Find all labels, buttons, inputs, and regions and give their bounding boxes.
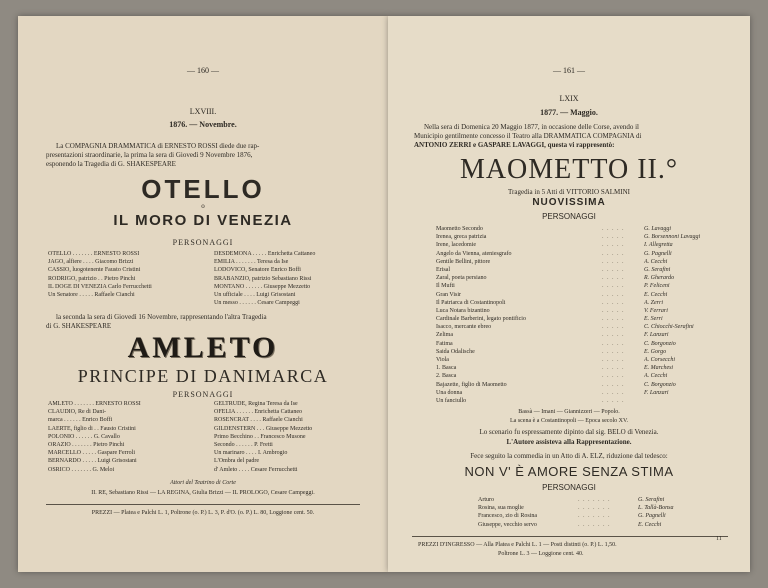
prologue-cast: II. RE, Sebastiano Rissi — LA REGINA, Giulia Brizzi — IL PROLOGO, Cesare Campeggi. <box>91 490 315 496</box>
cast-actors <box>644 225 744 405</box>
play-title-amleto: AMLETO <box>127 331 279 364</box>
cast-role: Rosina, sua moglie <box>478 505 524 512</box>
cast-entry: d' Amleto . . . . Cesare Ferrucchetti <box>214 466 298 473</box>
cast-actor: A. Zerri <box>644 299 664 306</box>
cast-actor: A. Cecchi <box>644 258 668 265</box>
scene-line: La scena è a Costantinopoli — Epoca secolo XV. <box>509 418 629 424</box>
cast-actor: V. Ferrari <box>644 307 668 314</box>
cast-entry: marca . . . . . . Enrico Boffi <box>48 417 113 424</box>
cast-role: Luca Notara bizantino <box>436 307 490 314</box>
cast-actor: P. Feliceni <box>644 283 670 290</box>
cast-list-left <box>48 400 198 474</box>
cast-leaders: . . . . . . . . . . . . . . . . . . . . . . . . . . . . <box>578 497 611 528</box>
cast-entry: EMILIA . . . . . . . Teresa da Ise <box>214 259 289 266</box>
personaggi-heading: PERSONAGGI <box>172 390 234 399</box>
cast-actor: A. Cecchi <box>644 373 668 380</box>
cast-entry: OTELLO . . . . . . . ERNESTO ROSSI <box>48 251 140 257</box>
divider <box>46 504 360 505</box>
cast-actor: E. Cecchi <box>644 291 668 298</box>
cast-entry: GILDENSTERN . . . Giuseppe Mezzetto <box>214 425 313 432</box>
cast-entry: ORAZIO . . . . . . . Pietro Pinchi <box>48 441 125 448</box>
cast-actor: E. Cecchi <box>638 521 662 528</box>
cast-entry: LAERTE, figlio di . . Fausto Cristini <box>48 425 136 432</box>
cast-list-left <box>48 250 198 299</box>
intro-line: Municipio gentilmente concesso il Teatro alla DRAMMATICA COMPAGNIA di <box>414 132 642 140</box>
cast-entry: RODRIGO, patrizio . . Pietro Pinchi <box>48 275 136 282</box>
cast-role: 1. Basca <box>436 365 457 372</box>
cast-entry: Un messo . . . . . . Cesare Campeggi <box>214 300 300 307</box>
cast-role: Francesco, zio di Rosina <box>478 513 537 520</box>
play-title-maometto: MAOMETTO II.° <box>459 154 679 185</box>
cast-role: Bajazette, figlio di Maometto <box>436 381 507 388</box>
cast-actor: G. Serafini <box>638 497 665 503</box>
cast-entry: IL DOGE DI VENEZIA Carlo Ferrucchetti <box>48 283 152 290</box>
cast-entry: BRABANZIO, patrizio Sebastiano Rissi <box>214 275 312 282</box>
cast-entry: AMLETO . . . . . . . ERNESTO ROSSI <box>48 401 141 407</box>
comedy-title: NON V' È AMORE SENZA STIMA <box>464 464 674 479</box>
page-number: — 160 — <box>187 66 219 75</box>
cast-actor: G. Borsennoni Lavaggi <box>644 234 701 241</box>
cast-actor: E. Serri <box>644 316 663 323</box>
section-date: 1876. — Novembre. <box>169 120 237 129</box>
cast-leaders: . . . . . . . . . . . . . . . . . . . . . . . . . . . . . . . . . . . . . . . . . . . . . . . . . . . . . . . . . . . . . . . . . . . . . . . . . . . . . . . . . . . . . . . . . . . . . . . . . . . . . . . . . . . . . . <box>602 226 625 404</box>
cast-entry: JAGO, alfiere . . . . Giacomo Brizzi <box>48 259 134 266</box>
followed-note: Fece seguito la commedia in un Atto di A. ELZ, riduzione dal tedesco: <box>470 452 668 460</box>
cast-list-right <box>214 400 374 474</box>
intro-line: Nella sera di Domenica 20 Maggio 1877, in occasione delle Corse, avendo il <box>424 123 639 131</box>
cast-role: Isacco, mercante ebreo <box>436 324 492 331</box>
play-title-otello: OTELLO <box>141 174 265 204</box>
page-number: — 161 — <box>553 66 585 75</box>
cast-actor: A. Corsecchi <box>644 357 675 363</box>
cast-role: Maometto Secondo <box>436 226 483 232</box>
intro-line: La COMPAGNIA DRAMMATICA di ERNESTO ROSSI diede due rap- <box>56 142 260 150</box>
cast-actor: G. Serafini <box>644 266 671 273</box>
cast-actor: C. Chiocchi-Serafini <box>644 324 694 331</box>
cast-actor: I. Allegretta <box>644 242 673 249</box>
play-subtitle: PRINCIPE DI DANIMARCA <box>77 366 329 386</box>
play-title-conjunction: o <box>201 202 205 210</box>
cast-actor: F. Lanzari <box>644 389 669 396</box>
actors-note: Attori del Teatrino di Corte <box>170 480 236 486</box>
cast-entry: Un ufficiale . . . . Luigi Grisostani <box>214 291 296 298</box>
cast-role: Zelima <box>436 332 453 339</box>
section-date: 1877. — Maggio. <box>540 108 598 117</box>
second-night-line: la seconda la sera di Giovedì 16 Novembre, rappresentando l'altra Tragedia <box>56 313 267 321</box>
personaggi-heading: PERSONAGGI <box>542 212 596 221</box>
cast-actor: E. Gorgo <box>644 348 667 355</box>
play-subtitle: Tragedia in 5 Atti di VITTORIO SALMINI <box>508 188 630 196</box>
cast-entry: ROSENCRAT . . . . Raffaele Cianchi <box>214 417 303 424</box>
cast-entry: DESDEMONA . . . . . Enrichetta Cattaneo <box>214 251 316 257</box>
cast-role: Una donna <box>436 389 463 396</box>
cast-role: Arturo <box>478 497 494 503</box>
cast-entry: CLAUDIO, Re di Dani- <box>48 409 106 416</box>
second-night-line: di G. SHAKESPEARE <box>46 322 112 330</box>
crowd-line: Bassà — Imani — Giannizzeri — Popolo. <box>518 409 620 415</box>
cast-entry: MARCELLO . . . . . Gaspare Ferroli <box>48 450 135 457</box>
cast-actor: R. Gherardo <box>644 275 675 282</box>
cast-entry: POLONIO . . . . . . G. Cavallo <box>48 433 120 440</box>
cast-actor: G. Lavaggi <box>644 226 671 232</box>
cast-entry: BERNARDO . . . . . Luigi Grisostani <box>48 458 137 465</box>
cast-actor: G. Pagnelli <box>638 513 666 520</box>
cast-entry: GELTRUDE, Regina Teresa da Ise <box>214 401 298 407</box>
cast-entry: LODOVICO, Senatore Enrico Boffi <box>214 267 301 274</box>
cast-actor: F. Lanzari <box>644 332 669 339</box>
cast-role: Fatima <box>436 340 453 347</box>
cast-actor: C. Borgonzio <box>644 340 676 347</box>
cast-actor: L. Tallà-Bonsa <box>638 505 674 512</box>
cast-role: Gran Visir <box>436 291 462 298</box>
cast-role: Un fanciullo <box>436 397 467 404</box>
cast-role: Gentile Bellini, pittore <box>436 258 491 265</box>
cast-role: Saida Odalische <box>436 348 475 355</box>
cast-entry: OSRICO . . . . . . . G. Meloi <box>48 466 115 473</box>
intro-line: ANTONIO ZERRI e GASPARE LAVAGGI, questa vi rappresentò: <box>414 141 615 149</box>
cast-entry: L'Ombra del padre <box>214 458 260 465</box>
cast-role: Giuseppe, vecchio servo <box>478 521 537 528</box>
cast-entry: Secondo . . . . . . P. Fretti <box>214 441 273 448</box>
cast-actor: E. Marchesi <box>644 365 674 372</box>
divider <box>412 536 728 537</box>
cast-role: Cardinale Barberini, legato pontificio <box>436 316 526 323</box>
prices-line: Poltrone L. 3 — Loggione cent. 40. <box>498 551 584 557</box>
corner-mark: 11 <box>716 536 722 542</box>
left-page <box>18 16 388 572</box>
cast-role: 2. Basca <box>436 373 457 380</box>
cast-roles <box>436 225 606 405</box>
right-page <box>388 16 750 572</box>
cast-role: Viola <box>436 357 449 363</box>
section-roman: LXVIII. <box>189 107 217 116</box>
cast-role: Il Mufti <box>436 283 455 290</box>
scenery-note: Lo scenario fu espressamente dipinto dal sig. BELO di Venezia. <box>479 428 659 436</box>
cast-role: Zaral, poeta persiano <box>436 275 487 282</box>
cast-actors <box>638 496 728 529</box>
section-roman: LXIX <box>559 94 579 103</box>
prices-note: PREZZI — Platea e Palchi L. 1, Poltrone (o. P.) L. 3, P. d'O. (o. P.) L. 80, Loggione cent. 50. <box>91 510 315 516</box>
cast-role: Irenea, greca patrizia <box>436 234 487 241</box>
prices-line: PREZZI D'INGRESSO — Alla Platea e Palchi L. 1 — Posti distinti (o. P.) L. 1,50. <box>418 542 617 548</box>
personaggi-heading: PERSONAGGI <box>542 483 596 492</box>
author-note: L'Autore assisteva alla Rappresentazione. <box>506 438 632 446</box>
personaggi-heading: PERSONAGGI <box>172 238 234 247</box>
play-subtitle: IL MORO DI VENEZIA <box>113 212 293 229</box>
cast-entry: MONTANO . . . . . . Giuseppe Mezzetto <box>214 283 311 290</box>
intro-line: esponendo la Tragedia di G. SHAKESPEARE <box>46 160 176 168</box>
cast-entry: Un Senatore . . . . . Raffaele Cianchi <box>48 291 135 298</box>
cast-entry: CASSIO, luogotenente Fausto Cristini <box>48 267 141 274</box>
cast-entry: Un marinaro . . . . I. Ambrogio <box>214 450 288 457</box>
cast-role: Il Patriarca di Costantinopoli <box>436 299 506 306</box>
cast-actor <box>644 397 744 405</box>
cast-list-right <box>214 250 374 307</box>
cast-role: Erisal <box>436 266 450 273</box>
cast-entry: OFELIA . . . . . . Enrichetta Cattaneo <box>214 409 302 416</box>
cast-role: Angelo da Vienna, ateniesgrafo <box>436 250 512 257</box>
cast-role: Irene, lacedomie <box>436 242 476 249</box>
intro-line: presentazioni straordinarie, la prima la sera di Giovedì 9 Novembre 1876, <box>46 151 253 159</box>
cast-actor: G. Pagnelli <box>644 250 672 257</box>
cast-actor: C. Borgonzio <box>644 381 676 388</box>
play-novelty: NUOVISSIMA <box>532 197 606 208</box>
cast-entry: Primo Becchino . . Francesco Musone <box>214 433 306 440</box>
